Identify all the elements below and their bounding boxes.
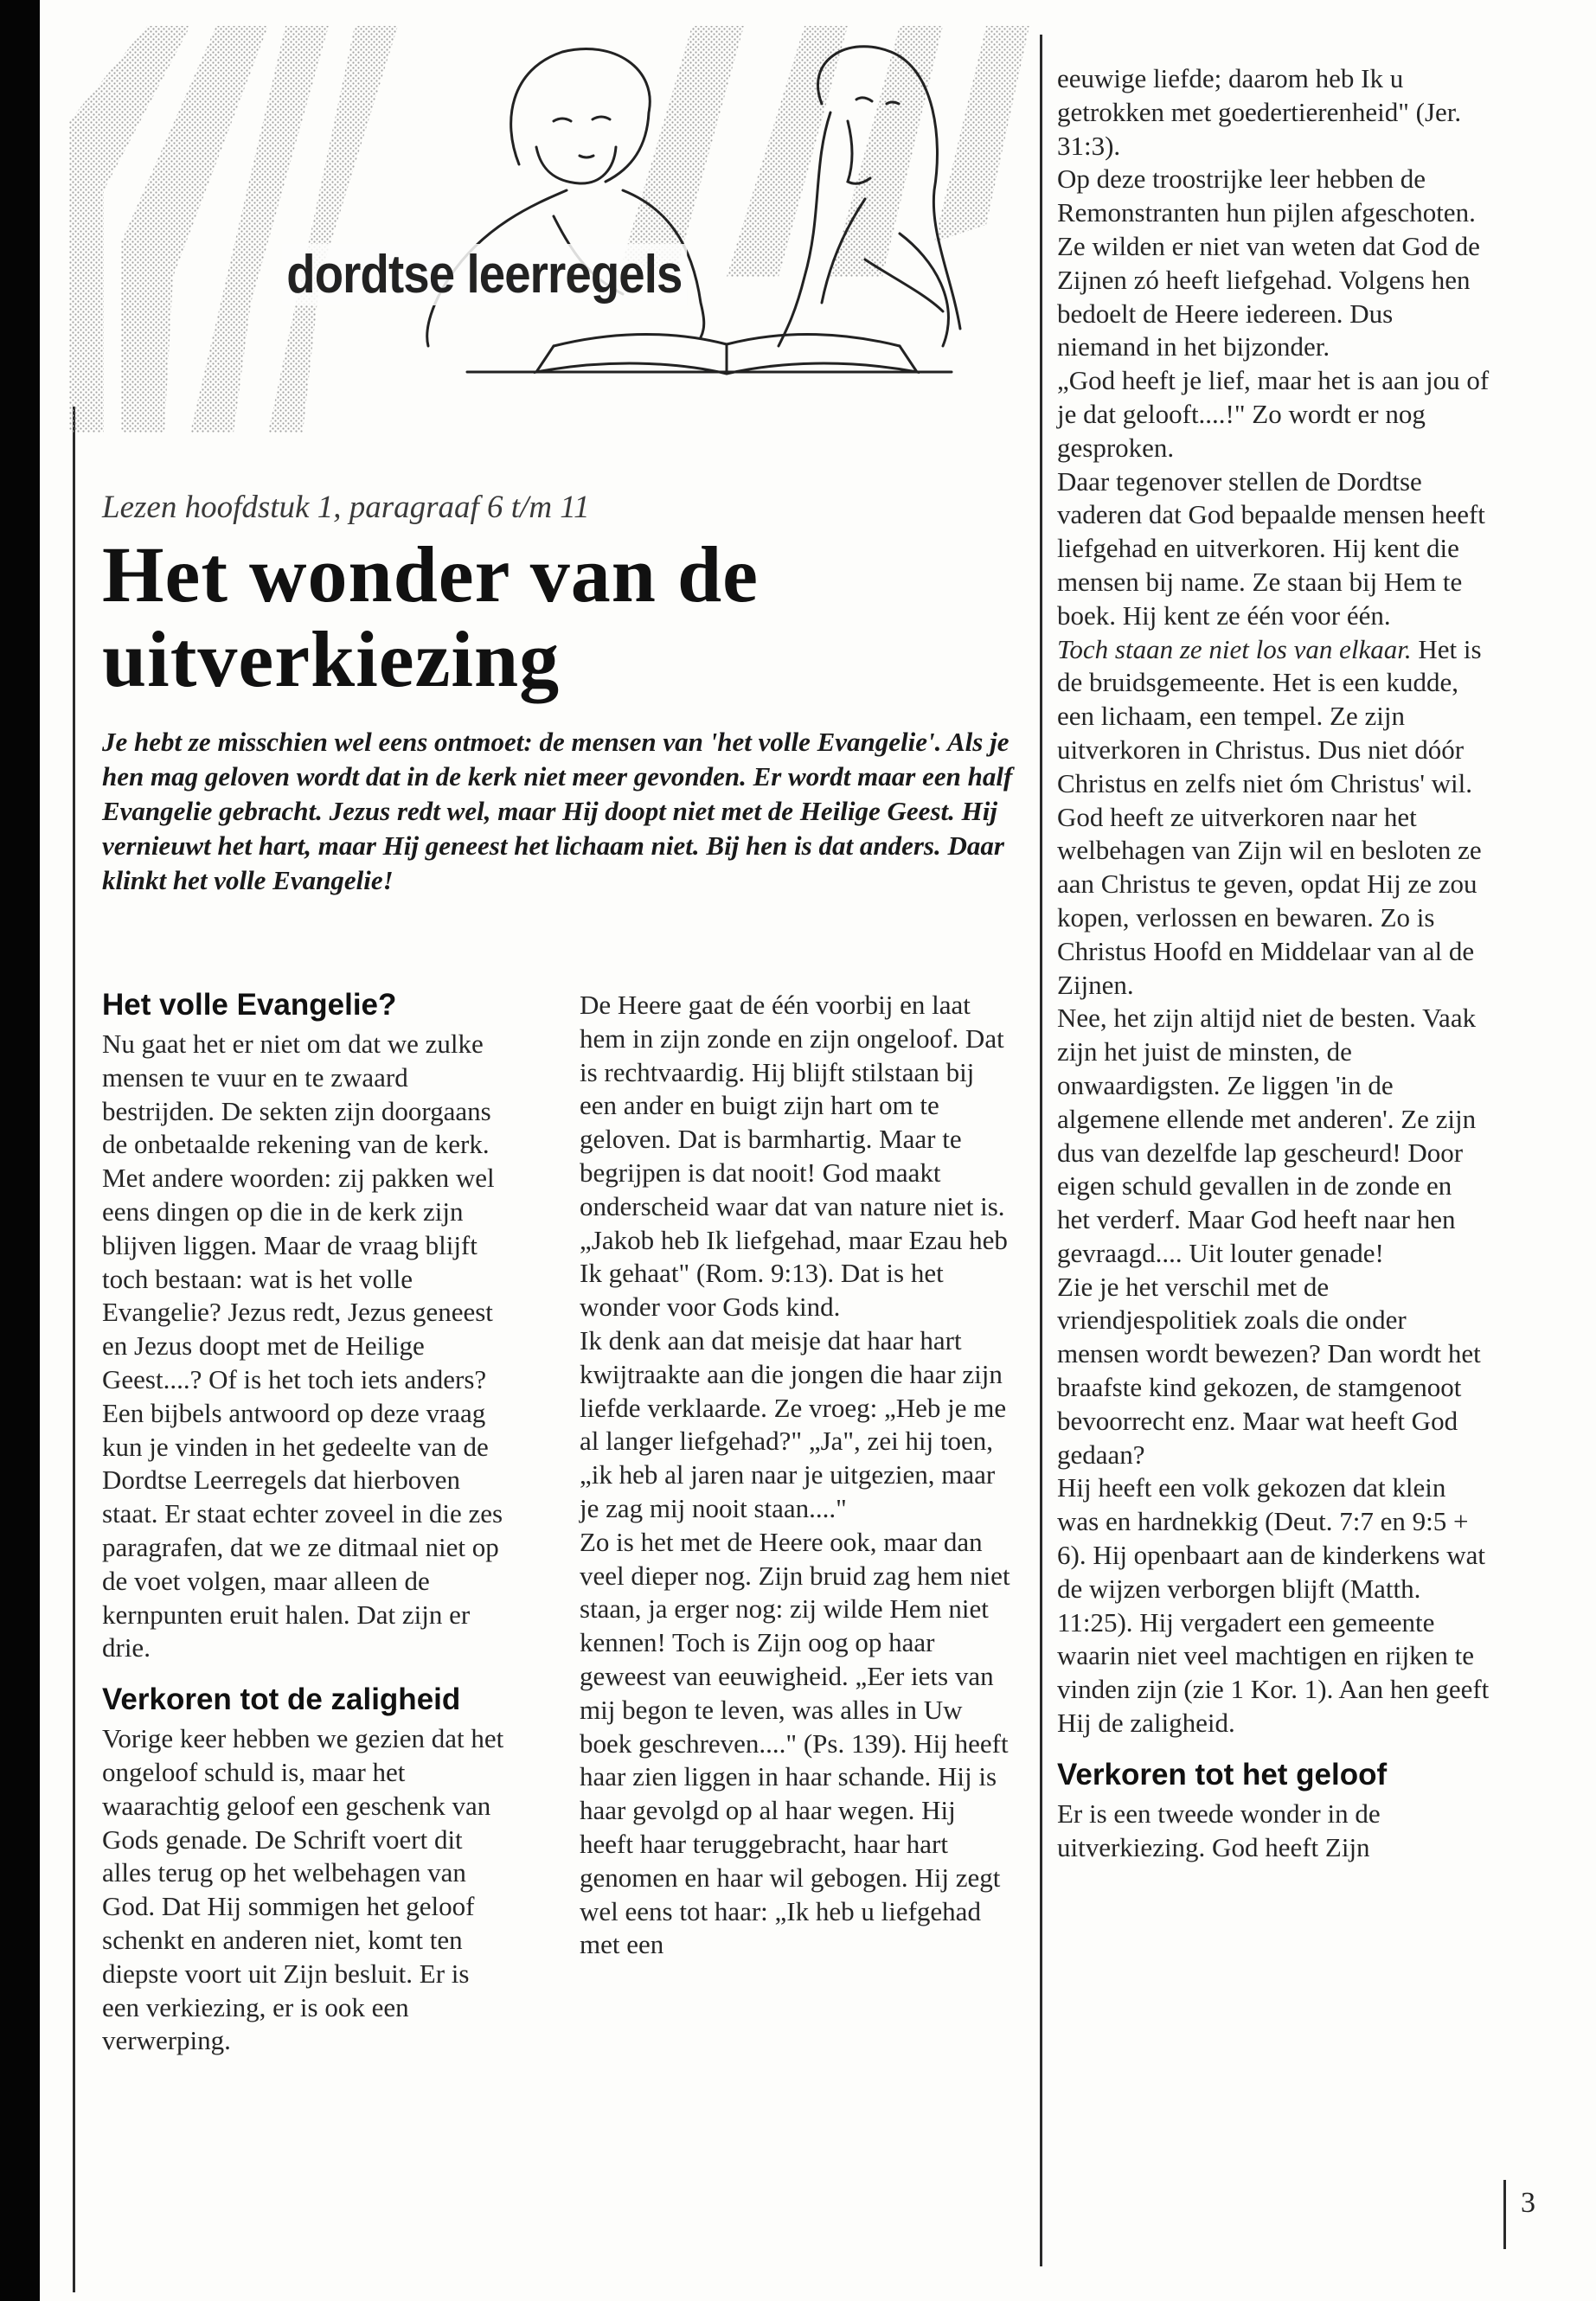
article-intro: Je hebt ze misschien wel eens ontmoet: de mensen van 'het volle Evangelie'. Als je hen mag geloven wordt dat in de kerk niet meer gevonden. Er wordt maar een half Evangelie gebracht. Jezus redt wel, maar Hij doopt niet met de Heilige Geest. Hij vernieuwt het hart, maar Hij geneest het lichaam niet. Bij hen is dat anders. Daar klinkt het volle Evangelie! bbox=[102, 727, 1013, 895]
column-1 bbox=[102, 986, 510, 2058]
section-heading-volle-evangelie: Het volle Evangelie? bbox=[102, 988, 397, 1022]
paragraph: Er is een tweede wonder in de uitverkiezing. God heeft Zijn bbox=[1057, 1798, 1381, 1862]
column-2 bbox=[580, 989, 1012, 1962]
page-number-rule bbox=[1503, 2180, 1506, 2249]
paragraph: Daar tegenover stellen de Dordtse vaderen dat God bepaalde mensen heeft liefgehad en uitverkoren. Hij kent die mensen bij name. Ze staan bij Hem te boek. Hij kent ze één voor één. bbox=[1057, 465, 1485, 631]
scan-edge bbox=[0, 0, 40, 2301]
column-3 bbox=[1057, 62, 1490, 1864]
paragraph: Vorige keer hebben we gezien dat het ongeloof schuld is, maar het waarachtig geloof een geschenk van Gods genade. De Schrift voert dit alles terug op het welbehagen van God. Dat Hij sommigen het geloof schenkt en anderen niet, komt ten diepste voort uit Zijn besluit. Er is een verkiezing, er is ook een verwerping. bbox=[102, 1723, 504, 2056]
paragraph bbox=[1057, 633, 1490, 1003]
paragraph: Nee, het zijn altijd niet de besten. Vaak zijn het juist de minsten, de onwaardigsten. Ze liggen 'in de algemene ellende met anderen'. Ze zijn dus van dezelfde lap gescheurd! Door eigen schuld gevallen in de zonde en het verderf. Maar God heeft naar hen gevraagd.... Uit louter genade! bbox=[1057, 1003, 1477, 1268]
paragraph: Hij heeft een volk gekozen dat klein was en hardnekkig (Deut. 7:7 en 9:5 + 6). Hij openbaart aan de kinderkens wat de wijzen verborgen blijft (Matth. 11:25). Hij vergadert een gemeente waarin niet veel machtigen en rijken te vinden zijn (zie 1 Kor. 1). Aan hen geeft Hij de zaligheid. bbox=[1057, 1472, 1490, 1739]
page-number: 3 bbox=[1521, 2187, 1535, 2219]
section-heading-geloof: Verkoren tot het geloof bbox=[1057, 1757, 1388, 1791]
column-rule-right bbox=[1040, 35, 1042, 2266]
paragraph: Een bijbels antwoord op deze vraag kun je vinden in het gedeelte van de Dordtse Leerregels dat hierboven staat. Er staat echter zoveel in die zes paragrafen, dat we ze ditmaal niet op de voet volgen, maar alleen de kernpunten eruit halen. Dat zijn er drie. bbox=[102, 1397, 503, 1663]
paragraph: Nu gaat het er niet om dat we zulke mensen te vuur en te zwaard bestrijden. De sekten zijn doorgaans de onbetaalde rekening van de kerk. Met andere woorden: zij pakken wel eens dingen op die in de kerk zijn blijven liggen. Maar de vraag blijft toch bestaan: wat is het volle Evangelie? Jezus redt, Jezus geneest en Jezus doopt met de Heilige Geest....? Of is het toch iets anders? bbox=[102, 1029, 495, 1394]
paragraph: eeuwige liefde; daarom heb Ik u getrokken met goedertierenheid" (Jer. 31:3). bbox=[1057, 63, 1462, 161]
readers-illustration bbox=[69, 17, 1038, 450]
article-headline: Het wonder van de uitverkiezing bbox=[102, 530, 759, 703]
paragraph: Op deze troostrijke leer hebben de Remonstranten hun pijlen afgeschoten. Ze wilden er niet van weten dat God de Zijnen zó heeft liefgehad. Volgens hen bedoelt de Heere iedereen. Dus niemand in het bijzonder. bbox=[1057, 163, 1480, 362]
article-subtitle: Lezen hoofdstuk 1, paragraaf 6 t/m 11 bbox=[102, 490, 590, 525]
header-title: dordtse leerregels bbox=[282, 244, 687, 305]
paragraph: Zo is het met de Heere ook, maar dan veel dieper nog. Zijn bruid zag hem niet staan, ja erger nog: zij wilde Hem niet kennen! Toch is Zijn oog op haar geweest van eeuwigheid. „Eer iets van mij begon te leven, was alles in Uw boek geschreven...." (Ps. 139). Hij heeft haar zien liggen in haar schande. Hij is haar gevolgd op al haar wegen. Hij heeft haar teruggebracht, haar hart genomen en haar wil gebogen. Hij zegt wel eens tot haar: „Ik heb u liefgehad met een bbox=[580, 1526, 1010, 1960]
header-illustration bbox=[69, 17, 1038, 450]
column-rule-left bbox=[73, 407, 75, 2292]
paragraph: Zie je het verschil met de vriendjespolitiek zoals die onder mensen wordt bewezen? Dan wordt het braafste kind gekozen, de stamgenoot bevoorrecht enz. Maar wat heeft God gedaan? bbox=[1057, 1271, 1481, 1470]
paragraph-emphasis: Toch staan ze niet los van elkaar. bbox=[1057, 633, 1412, 664]
paragraph: „God heeft je lief, maar het is aan jou of je dat gelooft....!" Zo wordt er nog gesproken. bbox=[1057, 365, 1490, 463]
paragraph-text: Het is de bruidsgemeente. Het is een kudde, een lichaam, een tempel. Ze zijn uitverkoren in Christus. Dus niet dóór Christus en zelfs niet óm Christus' wil. God heeft ze uitverkoren naar het welbehagen van Zijn wil en besloten ze aan Christus te geven, opdat Hij ze zou kopen, verlossen en bewaren. Zo is Christus Hoofd en Middelaar van al de Zijnen. bbox=[1057, 633, 1482, 1000]
section-heading-zaligheid: Verkoren tot de zaligheid bbox=[102, 1682, 461, 1717]
paragraph: Ik denk aan dat meisje dat haar hart kwijtraakte aan die jongen die haar zijn liefde verklaarde. Ze vroeg: „Heb je me al langer liefgehad?" „Ja", zei hij toen, „ik heb al jaren naar je uitgezien, maar je zag mij nooit staan...." bbox=[580, 1324, 1007, 1523]
paragraph: De Heere gaat de één voorbij en laat hem in zijn zonde en zijn ongeloof. Dat is rechtvaardig. Hij blijft stilstaan bij een ander en buigt zijn hart om te geloven. Dat is barmhartig. Maar te begrijpen is dat nooit! God maakt onderscheid waar dat van nature niet is. „Jakob heb Ik liefgehad, maar Ezau heb Ik gehaat" (Rom. 9:13). Dat is het wonder voor Gods kind. bbox=[580, 990, 1008, 1323]
